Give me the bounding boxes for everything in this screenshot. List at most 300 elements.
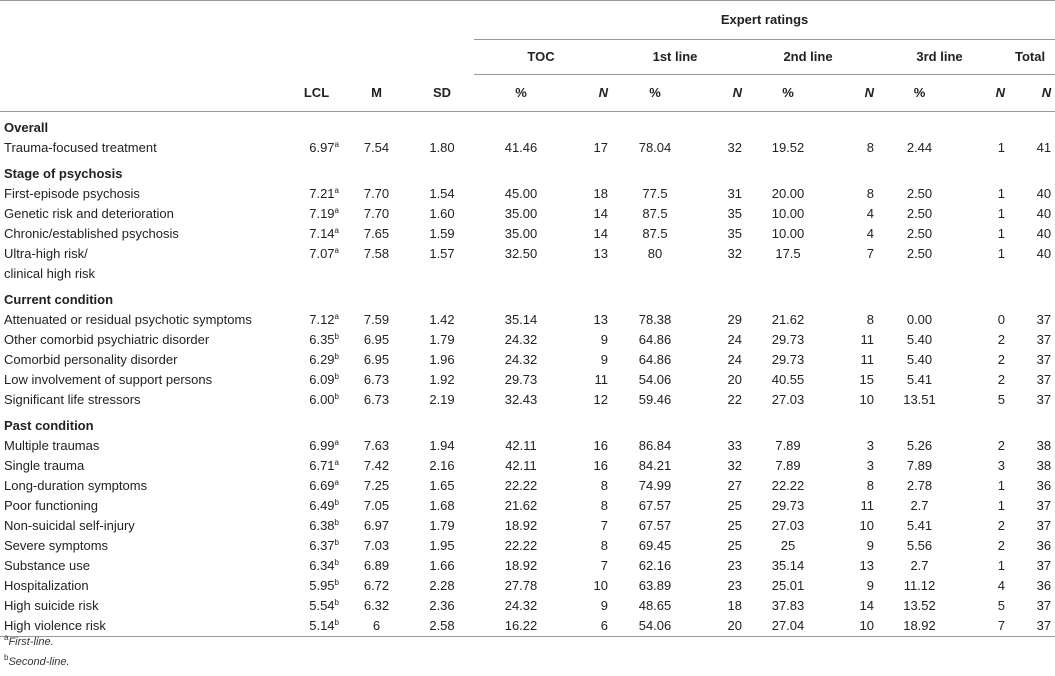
table-row <box>0 350 1055 370</box>
cell-3rd-pct: 11.12 <box>903 578 936 593</box>
cell-m: 7.25 <box>363 478 390 493</box>
cell-2nd-n: 15 <box>859 372 874 387</box>
cell-1st-pct: 86.84 <box>638 438 672 453</box>
cell-3rd-n: 7 <box>965 616 1005 637</box>
cell-toc-n: 11 <box>594 372 608 387</box>
cell-toc-pct: 24.32 <box>504 332 538 347</box>
cell-lcl: 6.99$^a$ <box>309 438 339 453</box>
cell-sd: 1.59 <box>429 226 455 241</box>
cell-2nd-pct: 29.73 <box>771 498 805 513</box>
table-row <box>0 390 1055 410</box>
col-header-sd: SD <box>410 75 474 112</box>
cell-toc-pct: 45.00 <box>504 186 538 201</box>
cell-1st-n: 20 <box>727 372 742 387</box>
cell-1st-pct: 80 <box>647 246 663 261</box>
cell-3rd-pct: 5.40 <box>906 332 933 347</box>
cell-3rd-pct: 2.7 <box>910 558 929 573</box>
cell-toc-pct: 24.32 <box>504 598 538 613</box>
row-label: Single trauma <box>4 458 85 473</box>
row-label: Low involvement of support persons <box>4 372 213 387</box>
cell-toc-pct: 42.11 <box>505 458 537 473</box>
cell-1st-pct: 87.5 <box>642 206 668 221</box>
cell-3rd-n: 5 <box>997 598 1005 613</box>
cell-lcl: 6.49$^b$ <box>309 498 339 513</box>
cell-1st-pct: 63.89 <box>638 578 672 593</box>
cell-2nd-pct: 7.89 <box>775 458 801 473</box>
cell-2nd-n: 13 <box>859 558 874 573</box>
cell-3rd-pct: 5.41 <box>906 518 933 533</box>
cell-sd: 1.54 <box>429 186 455 201</box>
table-row <box>0 596 1055 616</box>
section-header-row <box>0 158 1055 184</box>
cell-lcl: 7.21$^a$ <box>309 186 339 201</box>
cell-3rd-pct: 0.00 <box>906 312 933 327</box>
cell-lcl: 6.34$^b$ <box>309 558 339 573</box>
cell-toc-pct: 27.78 <box>504 578 538 593</box>
cell-3rd-pct: 13.51 <box>903 392 936 407</box>
cell-m: 6.32 <box>363 598 390 613</box>
cell-3rd-n: 4 <box>997 578 1005 593</box>
cell-2nd-pct: 10.00 <box>771 206 805 221</box>
cell-3rd-n: 1 <box>997 226 1005 241</box>
cell-1st-n: 22 <box>727 392 742 407</box>
cell-3rd-pct: 7.89 <box>906 458 933 473</box>
cell-3rd-pct: 5.56 <box>906 538 933 553</box>
cell-3rd-n: 1 <box>997 478 1005 493</box>
row-label: Hospitalization <box>4 578 89 593</box>
cell-lcl: 7.19$^a$ <box>309 206 339 221</box>
cell-3rd-pct: 2.50 <box>906 186 933 201</box>
cell-lcl: 5.14$^b$ <box>290 616 343 637</box>
cell-toc-n: 9 <box>600 598 608 613</box>
cell-1st-n: 25 <box>727 498 742 513</box>
cell-3rd-n: 2 <box>997 438 1005 453</box>
row-label: Significant life stressors <box>4 392 141 407</box>
row-label: Genetic risk and deterioration <box>4 206 174 221</box>
cell-3rd-n: 1 <box>997 246 1005 261</box>
cell-total-n: 38 <box>1036 438 1052 453</box>
group-header-total: Total <box>1005 40 1055 75</box>
col-header-total-n: N <box>1005 75 1055 112</box>
cell-3rd-pct: 5.26 <box>906 438 933 453</box>
expert-ratings-header: Expert ratings <box>474 1 1055 40</box>
cell-1st-n: 25 <box>727 538 742 553</box>
cell-2nd-n: 10 <box>859 518 874 533</box>
table-row <box>0 310 1055 330</box>
cell-m: 7.70 <box>363 186 390 201</box>
cell-1st-pct: 69.45 <box>638 538 672 553</box>
cell-2nd-pct: 27.04 <box>742 616 834 637</box>
cell-3rd-n: 2 <box>997 352 1005 367</box>
cell-1st-n: 27 <box>727 478 742 493</box>
cell-total-n: 37 <box>1036 558 1052 573</box>
table-row <box>0 576 1055 596</box>
cell-1st-n: 24 <box>727 352 742 367</box>
cell-1st-pct: 54.06 <box>638 372 672 387</box>
cell-sd: 2.28 <box>429 578 455 593</box>
cell-2nd-pct: 7.89 <box>775 438 801 453</box>
col-header-1st-pct: % <box>608 75 702 112</box>
cell-sd: 1.57 <box>429 246 455 261</box>
cell-m: 6.95 <box>363 332 390 347</box>
footnote-b: $^b$Second-line. <box>4 653 70 668</box>
section-header-row <box>0 410 1055 436</box>
table-row <box>0 138 1055 158</box>
row-label: Non-suicidal self-injury <box>4 518 135 533</box>
table-row <box>0 476 1055 496</box>
cell-toc-pct: 18.92 <box>504 518 538 533</box>
cell-2nd-n: 3 <box>866 438 874 453</box>
cell-m: 7.58 <box>363 246 390 261</box>
cell-2nd-pct: 25 <box>780 538 796 553</box>
row-label: Other comorbid psychiatric disorder <box>4 332 210 347</box>
cell-lcl: 6.00$^b$ <box>309 392 339 407</box>
cell-total-n: 40 <box>1036 226 1052 241</box>
cell-lcl: 7.12$^a$ <box>309 312 339 327</box>
cell-total-n: 40 <box>1036 186 1052 201</box>
cell-toc-pct: 24.32 <box>504 352 538 367</box>
cell-lcl: 6.97$^a$ <box>309 140 339 155</box>
col-header-3rd-pct: % <box>874 75 965 112</box>
cell-1st-pct: 84.21 <box>638 458 672 473</box>
cell-total-n: 36 <box>1036 538 1052 553</box>
cell-lcl: 6.71$^a$ <box>309 458 339 473</box>
cell-2nd-n: 9 <box>866 538 874 553</box>
cell-2nd-n: 3 <box>866 458 874 473</box>
cell-total-n: 41 <box>1036 140 1052 155</box>
cell-2nd-pct: 37.83 <box>771 598 805 613</box>
cell-1st-pct: 78.38 <box>638 312 672 327</box>
cell-total-n: 37 <box>1036 498 1052 513</box>
table-row <box>0 436 1055 456</box>
cell-toc-n: 9 <box>600 332 608 347</box>
cell-1st-pct: 59.46 <box>638 392 672 407</box>
cell-sd: 1.79 <box>429 332 455 347</box>
cell-3rd-pct: 2.78 <box>906 478 933 493</box>
cell-m: 7.59 <box>363 312 390 327</box>
cell-1st-n: 29 <box>727 312 742 327</box>
cell-2nd-pct: 25.01 <box>771 578 805 593</box>
cell-3rd-n: 2 <box>997 332 1005 347</box>
cell-sd: 1.60 <box>429 206 455 221</box>
cell-sd: 1.96 <box>429 352 455 367</box>
cell-1st-n: 32 <box>727 140 742 155</box>
col-header-1st-n: N <box>702 75 742 112</box>
cell-1st-pct: 74.99 <box>638 478 672 493</box>
cell-m: 7.70 <box>363 206 390 221</box>
cell-lcl: 7.07$^a$ <box>309 246 339 261</box>
cell-total-n: 37 <box>1036 332 1052 347</box>
cell-lcl: 6.37$^b$ <box>309 538 339 553</box>
cell-total-n: 37 <box>1036 372 1052 387</box>
cell-toc-n: 8 <box>600 538 608 553</box>
cell-2nd-n: 10 <box>859 392 874 407</box>
table-row <box>0 370 1055 390</box>
cell-toc-pct: 32.43 <box>504 392 538 407</box>
cell-3rd-n: 2 <box>997 538 1005 553</box>
col-header-m: M <box>343 75 410 112</box>
cell-toc-pct: 35.00 <box>504 206 538 221</box>
cell-toc-pct: 42.11 <box>505 438 537 453</box>
group-header-3rd-line: 3rd line <box>874 40 1005 75</box>
cell-sd: 1.79 <box>429 518 455 533</box>
cell-1st-pct: 62.16 <box>638 558 672 573</box>
row-label: First-episode psychosis <box>4 186 140 201</box>
cell-lcl: 6.35$^b$ <box>309 332 339 347</box>
cell-3rd-n: 2 <box>997 518 1005 533</box>
cell-m: 6.73 <box>363 372 390 387</box>
table-row <box>0 536 1055 556</box>
row-label: Trauma-focused treatment <box>4 140 157 155</box>
cell-3rd-pct: 18.92 <box>874 616 965 637</box>
cell-3rd-pct: 2.44 <box>906 140 933 155</box>
cell-m: 7.63 <box>363 438 390 453</box>
cell-2nd-pct: 29.73 <box>771 352 805 367</box>
cell-3rd-pct: 2.50 <box>906 246 933 261</box>
cell-sd: 1.42 <box>429 312 455 327</box>
cell-m: 6.72 <box>363 578 390 593</box>
cell-2nd-pct: 10.00 <box>771 226 805 241</box>
col-header-lcl: LCL <box>290 75 343 112</box>
cell-lcl: 6.09$^b$ <box>309 372 339 387</box>
cell-total-n: 37 <box>1036 518 1052 533</box>
table-row <box>0 456 1055 476</box>
cell-2nd-n: 8 <box>866 186 874 201</box>
cell-3rd-n: 1 <box>997 558 1005 573</box>
footnote-a: $^a$First-line. <box>4 633 54 648</box>
cell-3rd-pct: 5.40 <box>906 352 933 367</box>
section-title: Overall <box>4 120 49 135</box>
cell-toc-n: 7 <box>600 558 608 573</box>
cell-toc-n: 14 <box>593 206 608 221</box>
cell-toc-pct: 29.73 <box>504 372 538 387</box>
group-header-1st-line: 1st line <box>608 40 742 75</box>
cell-3rd-n: 1 <box>997 140 1005 155</box>
cell-1st-pct: 78.04 <box>638 140 672 155</box>
cell-m: 7.42 <box>363 458 390 473</box>
cell-toc-pct: 32.50 <box>504 246 538 261</box>
row-label: Attenuated or residual psychotic symptoms <box>4 312 252 327</box>
cell-2nd-n: 8 <box>866 140 874 155</box>
col-header-3rd-n: N <box>965 75 1005 112</box>
cell-toc-pct: 41.46 <box>504 140 538 155</box>
cell-1st-n: 23 <box>727 578 742 593</box>
cell-1st-pct: 87.5 <box>642 226 668 241</box>
cell-sd: 1.65 <box>429 478 455 493</box>
cell-1st-n: 32 <box>727 458 742 473</box>
cell-3rd-n: 0 <box>997 312 1005 327</box>
cell-toc-n: 16 <box>593 458 608 473</box>
row-label: High violence risk <box>0 616 290 637</box>
cell-sd: 1.66 <box>429 558 455 573</box>
section-title: Current condition <box>4 292 114 307</box>
cell-lcl: 7.14$^a$ <box>309 226 339 241</box>
cell-total-n: 37 <box>1036 312 1052 327</box>
cell-3rd-pct: 13.52 <box>903 598 936 613</box>
row-label: Comorbid personality disorder <box>4 352 178 367</box>
cell-lcl: 5.95$^b$ <box>309 578 339 593</box>
table-row <box>0 516 1055 536</box>
cell-1st-n: 35 <box>727 206 742 221</box>
cell-2nd-n: 4 <box>866 226 874 241</box>
cell-3rd-n: 1 <box>997 206 1005 221</box>
table-row <box>0 244 1055 284</box>
cell-m: 7.54 <box>363 140 390 155</box>
table-row <box>0 224 1055 244</box>
cell-toc-n: 13 <box>593 312 608 327</box>
cell-2nd-pct: 35.14 <box>771 558 805 573</box>
cell-total-n: 37 <box>1005 616 1055 637</box>
cell-toc-n: 14 <box>593 226 608 241</box>
cell-2nd-pct: 21.62 <box>771 312 805 327</box>
cell-toc-pct: 35.14 <box>504 312 538 327</box>
cell-toc-n: 12 <box>593 392 608 407</box>
group-header-2nd-line: 2nd line <box>742 40 874 75</box>
cell-2nd-n: 11 <box>860 332 874 347</box>
cell-1st-n: 18 <box>727 598 742 613</box>
cell-2nd-n: 10 <box>834 616 874 637</box>
cell-lcl: 6.69$^a$ <box>309 478 339 493</box>
table-row <box>0 616 1055 637</box>
cell-2nd-pct: 27.03 <box>771 392 805 407</box>
cell-m: 6.97 <box>363 518 390 533</box>
cell-toc-pct: 35.00 <box>504 226 538 241</box>
cell-3rd-pct: 2.7 <box>910 498 929 513</box>
cell-lcl: 6.29$^b$ <box>309 352 339 367</box>
cell-total-n: 36 <box>1036 478 1052 493</box>
cell-m: 7.65 <box>363 226 390 241</box>
cell-lcl: 6.38$^b$ <box>309 518 339 533</box>
cell-2nd-pct: 19.52 <box>771 140 805 155</box>
cell-2nd-n: 8 <box>866 478 874 493</box>
table-row <box>0 556 1055 576</box>
cell-1st-pct: 67.57 <box>638 518 672 533</box>
cell-sd: 2.16 <box>429 458 455 473</box>
cell-sd: 1.95 <box>429 538 455 553</box>
cell-1st-pct: 64.86 <box>638 332 672 347</box>
cell-toc-n: 8 <box>600 498 608 513</box>
cell-total-n: 37 <box>1036 598 1052 613</box>
cell-sd: 1.80 <box>429 140 455 155</box>
cell-2nd-n: 8 <box>866 312 874 327</box>
cell-total-n: 36 <box>1036 578 1052 593</box>
cell-2nd-pct: 40.55 <box>771 372 805 387</box>
cell-toc-pct: 22.22 <box>504 538 538 553</box>
cell-m: 7.03 <box>363 538 390 553</box>
cell-3rd-n: 5 <box>997 392 1005 407</box>
cell-1st-n: 31 <box>727 186 742 201</box>
row-label: Poor functioning <box>4 498 98 513</box>
cell-toc-n: 16 <box>593 438 608 453</box>
cell-3rd-n: 1 <box>997 498 1005 513</box>
cell-2nd-n: 4 <box>866 206 874 221</box>
cell-1st-n: 20 <box>702 616 742 637</box>
cell-1st-n: 35 <box>727 226 742 241</box>
cell-1st-pct: 77.5 <box>642 186 668 201</box>
cell-sd: 1.94 <box>429 438 455 453</box>
cell-3rd-pct: 2.50 <box>906 226 933 241</box>
cell-m: 6.95 <box>363 352 390 367</box>
cell-1st-pct: 48.65 <box>638 598 672 613</box>
cell-1st-n: 33 <box>727 438 742 453</box>
cell-toc-n: 18 <box>593 186 608 201</box>
cell-2nd-pct: 17.5 <box>775 246 801 261</box>
cell-total-n: 40 <box>1036 246 1052 261</box>
cell-2nd-pct: 27.03 <box>771 518 805 533</box>
cell-sd: 2.58 <box>410 616 474 637</box>
cell-toc-n: 6 <box>568 616 608 637</box>
row-label: Substance use <box>4 558 91 573</box>
cell-1st-pct: 67.57 <box>638 498 672 513</box>
table-row <box>0 330 1055 350</box>
col-header-toc-pct: % <box>474 75 568 112</box>
cell-3rd-n: 2 <box>997 372 1005 387</box>
col-header-2nd-pct: % <box>742 75 834 112</box>
table-row <box>0 184 1055 204</box>
cell-2nd-n: 7 <box>866 246 874 261</box>
row-label: High suicide risk <box>4 598 99 613</box>
row-label: Ultra-high risk/ clinical high risk <box>4 246 96 281</box>
cell-toc-n: 10 <box>593 578 608 593</box>
cell-toc-n: 7 <box>600 518 608 533</box>
table-row <box>0 496 1055 516</box>
cell-2nd-n: 14 <box>859 598 874 613</box>
cell-1st-n: 24 <box>727 332 742 347</box>
cell-total-n: 40 <box>1036 206 1052 221</box>
row-label: Multiple traumas <box>4 438 100 453</box>
cell-total-n: 37 <box>1036 392 1052 407</box>
cell-lcl: 5.54$^b$ <box>309 598 339 613</box>
cell-3rd-n: 1 <box>997 186 1005 201</box>
cell-1st-n: 23 <box>727 558 742 573</box>
section-header-row <box>0 284 1055 310</box>
cell-2nd-n: 9 <box>866 578 874 593</box>
table-row <box>0 204 1055 224</box>
cell-3rd-n: 3 <box>997 458 1005 473</box>
cell-2nd-pct: 20.00 <box>771 186 805 201</box>
cell-toc-n: 13 <box>593 246 608 261</box>
cell-1st-n: 25 <box>727 518 742 533</box>
cell-m: 6.89 <box>363 558 390 573</box>
cell-3rd-pct: 2.50 <box>906 206 933 221</box>
cell-toc-n: 17 <box>593 140 608 155</box>
cell-toc-pct: 22.22 <box>504 478 538 493</box>
group-header-toc: TOC <box>474 40 608 75</box>
section-title: Stage of psychosis <box>4 166 123 181</box>
cell-total-n: 37 <box>1036 352 1052 367</box>
cell-toc-pct: 21.62 <box>504 498 538 513</box>
cell-sd: 1.92 <box>429 372 455 387</box>
cell-3rd-pct: 5.41 <box>906 372 933 387</box>
row-label: Long-duration symptoms <box>4 478 148 493</box>
section-header-row <box>0 112 1055 139</box>
cell-sd: 1.68 <box>429 498 455 513</box>
cell-total-n: 38 <box>1036 458 1052 473</box>
cell-1st-n: 32 <box>727 246 742 261</box>
cell-sd: 2.19 <box>429 392 455 407</box>
cell-2nd-n: 11 <box>860 352 874 367</box>
cell-2nd-n: 11 <box>860 498 874 513</box>
cell-2nd-pct: 29.73 <box>771 332 805 347</box>
section-title: Past condition <box>4 418 94 433</box>
cell-m: 6.73 <box>363 392 390 407</box>
col-header-2nd-n: N <box>834 75 874 112</box>
row-label: Chronic/established psychosis <box>4 226 179 241</box>
cell-toc-n: 8 <box>600 478 608 493</box>
cell-m: 7.05 <box>363 498 390 513</box>
row-label: Severe symptoms <box>4 538 109 553</box>
col-header-toc-n: N <box>568 75 608 112</box>
